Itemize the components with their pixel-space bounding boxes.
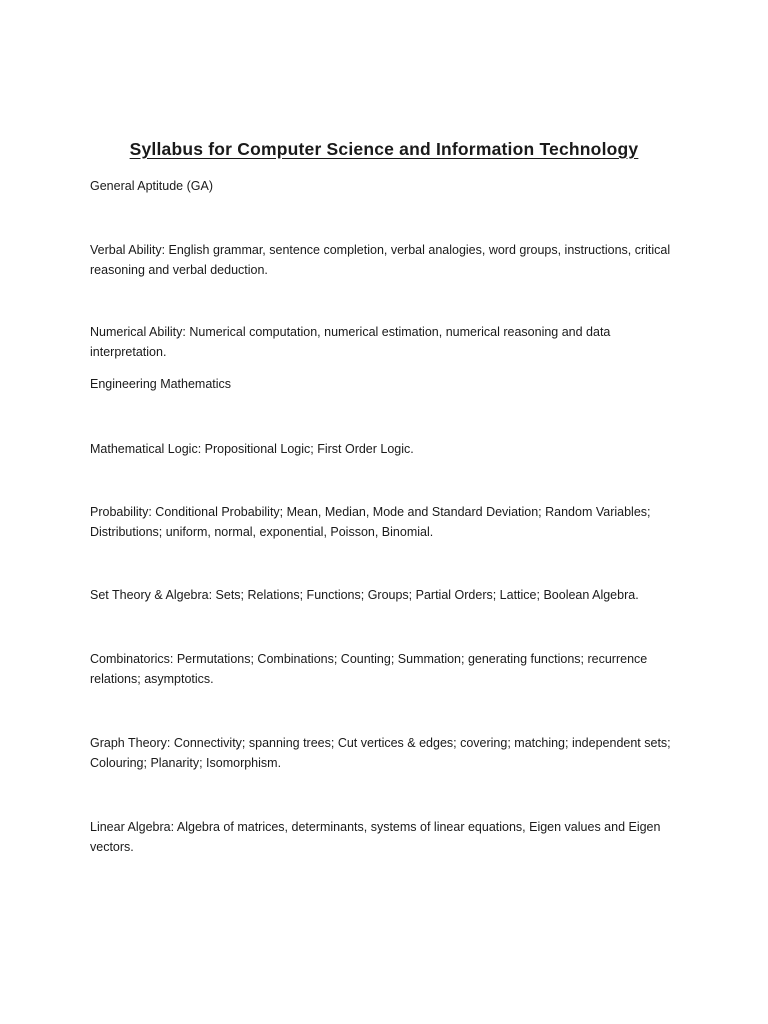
paragraph-numerical-ability: Numerical Ability: Numerical computation, numerical estimation, numerical reasoning and data interpretation.	[90, 325, 611, 359]
paragraph-linear-algebra: Linear Algebra: Algebra of matrices, determinants, systems of linear equations, Eigen values and Eigen vectors.	[90, 820, 661, 854]
paragraph-probability: Probability: Conditional Probability; Mean, Median, Mode and Standard Deviation; Random Variables; Distributions; uniform, normal, exponential, Poisson, Binomial.	[90, 505, 651, 539]
section-heading-general-aptitude: General Aptitude (GA)	[90, 179, 213, 193]
paragraph-verbal-ability: Verbal Ability: English grammar, sentence completion, verbal analogies, word groups, instructions, critical reasoning and verbal deduction.	[90, 243, 671, 277]
section-heading-engineering-mathematics: Engineering Mathematics	[90, 377, 232, 391]
paragraph-graph-theory: Graph Theory: Connectivity; spanning trees; Cut vertices & edges; covering; matching; independent sets; Colouring; Planarity; Isomorphism.	[90, 736, 671, 770]
paragraph-set-theory-algebra: Set Theory & Algebra: Sets; Relations; Functions; Groups; Partial Orders; Lattice; Boolean Algebra.	[90, 588, 639, 602]
paragraph-mathematical-logic: Mathematical Logic: Propositional Logic; First Order Logic.	[90, 442, 414, 456]
document-title: Syllabus for Computer Science and Information Technology	[129, 139, 639, 159]
paragraph-combinatorics: Combinatorics: Permutations; Combinations; Counting; Summation; generating functions; recurrence relations; asymptotics.	[90, 652, 648, 686]
